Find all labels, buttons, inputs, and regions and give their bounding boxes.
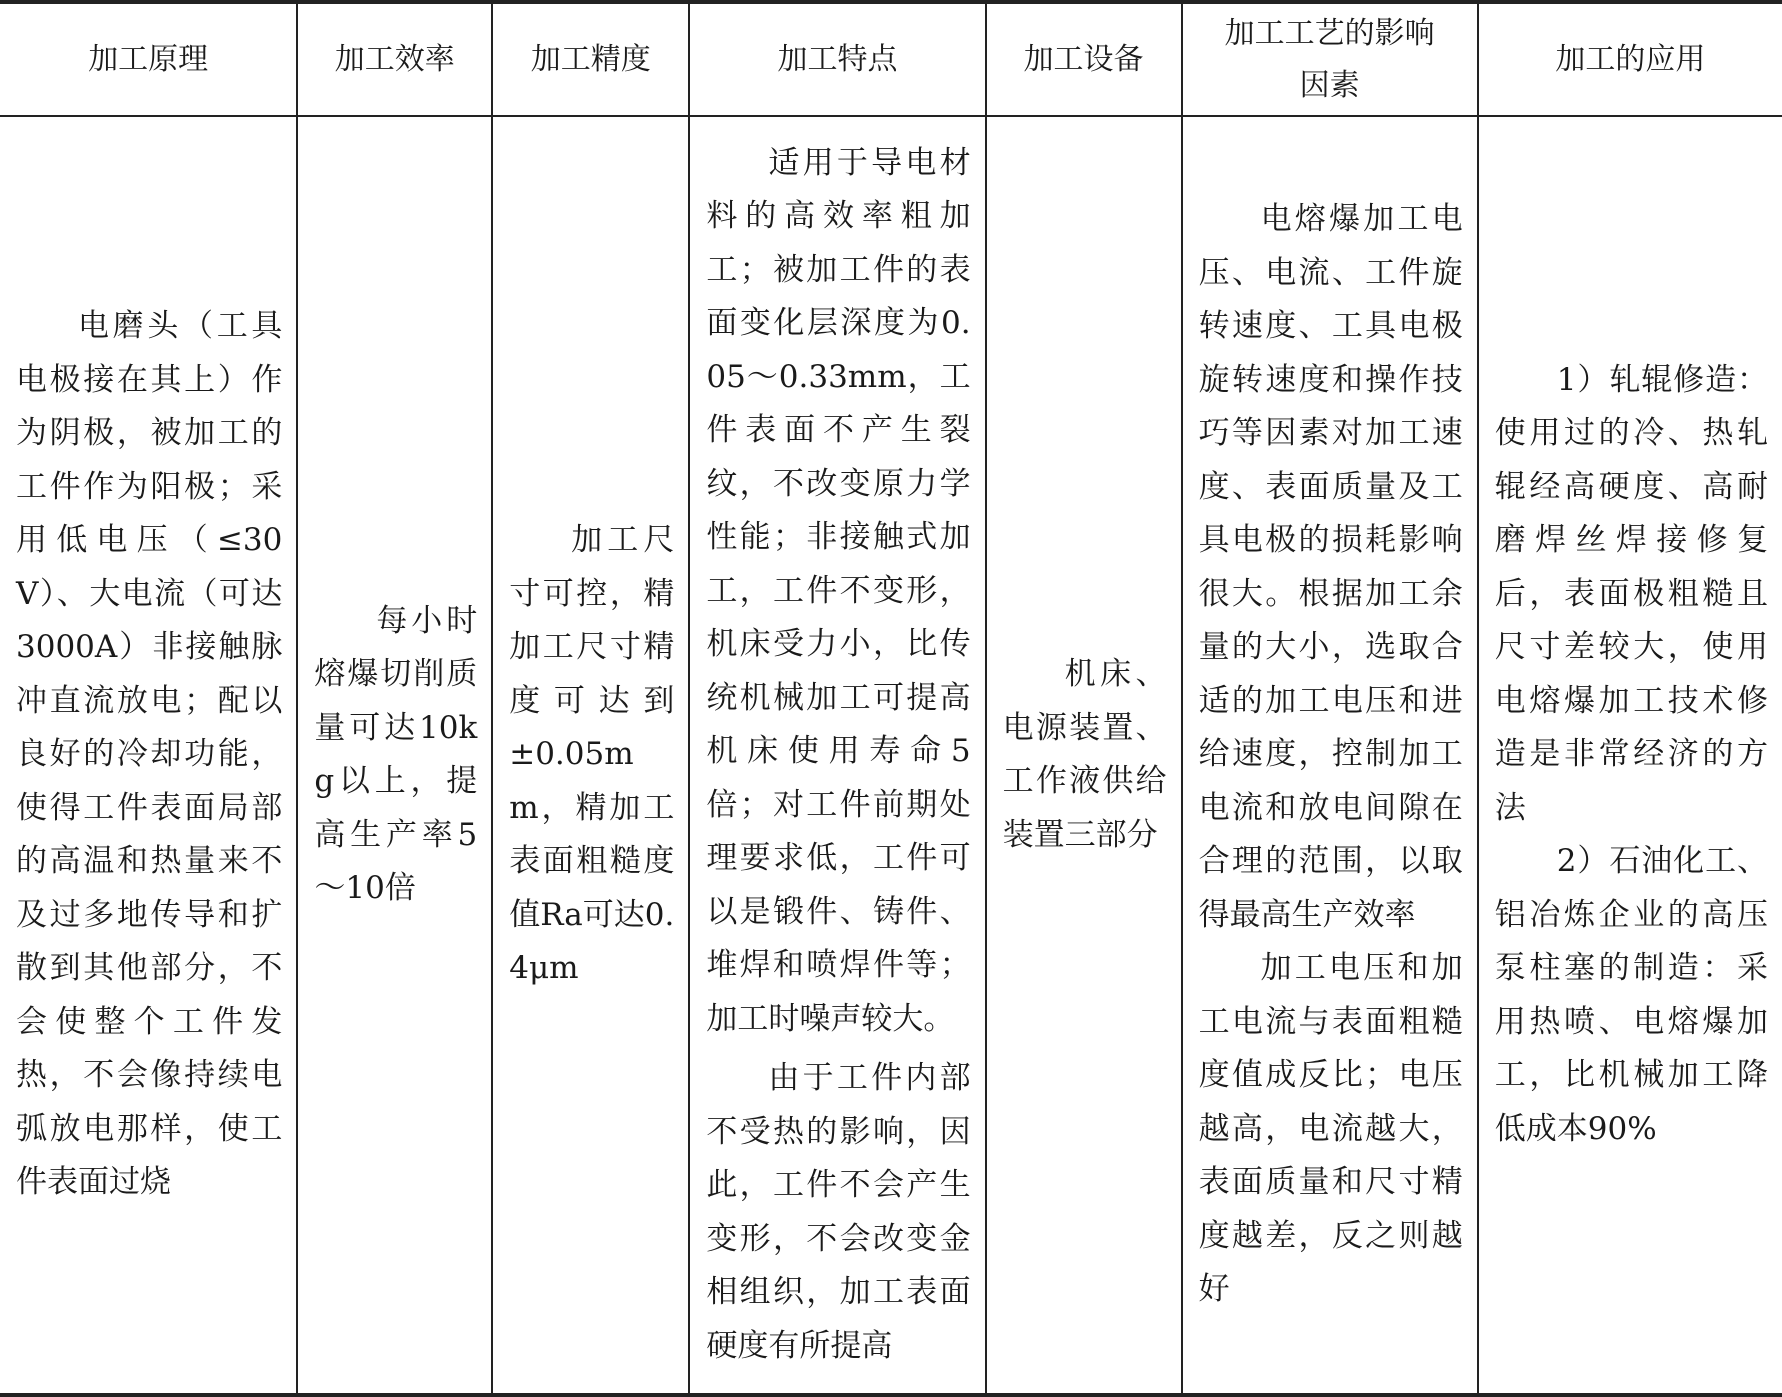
efficiency-text: 每小时熔爆切削质量可达10kg以上，提高生产率5～10倍 — [314, 602, 478, 906]
applications-item-2: 2）石油化工、铝冶炼企业的高压泵柱塞的制造：采用热喷、电熔爆加工，比机械加工降低成本90% — [1494, 843, 1768, 1147]
cell-applications — [1478, 116, 1782, 1395]
header-features: 加工特点 — [689, 2, 985, 116]
cell-precision — [492, 116, 689, 1395]
factors-paragraph-1: 电熔爆加工电压、电流、工件旋转速度、工具电极旋转速度和操作技巧等因素对加工速度、表面质量及工具电极的损耗影响很大。根据加工余量的大小，选取合适的加工电压和进给速度，控制加工电流和放电间隙在合理的范围，以取得最高生产效率 — [1198, 201, 1463, 933]
header-equipment: 加工设备 — [986, 2, 1182, 116]
cell-principle — [0, 116, 297, 1395]
principle-text: 电磨头（工具电极接在其上）作为阴极，被加工的工件作为阳极；采用低电压（≤30V）、大电流（可达3000A）非接触脉冲直流放电；配以良好的冷却功能，使得工件表面局部的高温和热量来不及过多地传导和扩散到其他部分，不会使整个工件发热，不会像持续电弧放电那样，使工件表面过烧 — [16, 308, 283, 1201]
table-row — [0, 116, 1782, 1395]
cell-equipment — [986, 116, 1182, 1395]
applications-item-1: 1）轧辊修造：使用过的冷、热轧辊经高硬度、高耐磨焊丝焊接修复后，表面极粗糙且尺寸差较大，使用电熔爆加工技术修造是非常经济的方法 — [1494, 361, 1768, 826]
header-applications: 加工的应用 — [1478, 2, 1782, 116]
header-efficiency: 加工效率 — [297, 2, 492, 116]
factors-paragraph-2: 加工电压和加工电流与表面粗糙度值成反比；电压越高，电流越大，表面质量和尺寸精度越差，反之则越好 — [1198, 950, 1463, 1308]
cell-factors — [1182, 116, 1478, 1395]
header-row — [0, 2, 1782, 116]
features-paragraph-2: 由于工件内部不受热的影响，因此，工件不会产生变形，不会改变金相组织，加工表面硬度有所提高 — [706, 1060, 971, 1364]
cell-features — [689, 116, 985, 1395]
equipment-text: 机床、电源装置、工作液供给装置三部分 — [1002, 656, 1167, 853]
features-paragraph-1: 适用于导电材料的高效率粗加工；被加工件的表面变化层深度为0.05～0.33mm，工件表面不产生裂纹，不改变原力学性能；非接触式加工，工件不变形，机床受力小，比传统机械加工可提高机床使用寿命5倍；对工件前期处理要求低，工件可以是锻件、铸件、堆焊和喷焊件等；加工时噪声较大。 — [706, 144, 971, 1037]
header-principle: 加工原理 — [0, 2, 297, 116]
cell-efficiency — [297, 116, 492, 1395]
header-precision: 加工精度 — [492, 2, 689, 116]
precision-text: 加工尺寸可控，精加工尺寸精度可达到±0.05mm，精加工表面粗糙度值Ra可达0.4μm — [509, 522, 675, 987]
header-factors: 加工工艺的影响因素 — [1182, 2, 1478, 116]
